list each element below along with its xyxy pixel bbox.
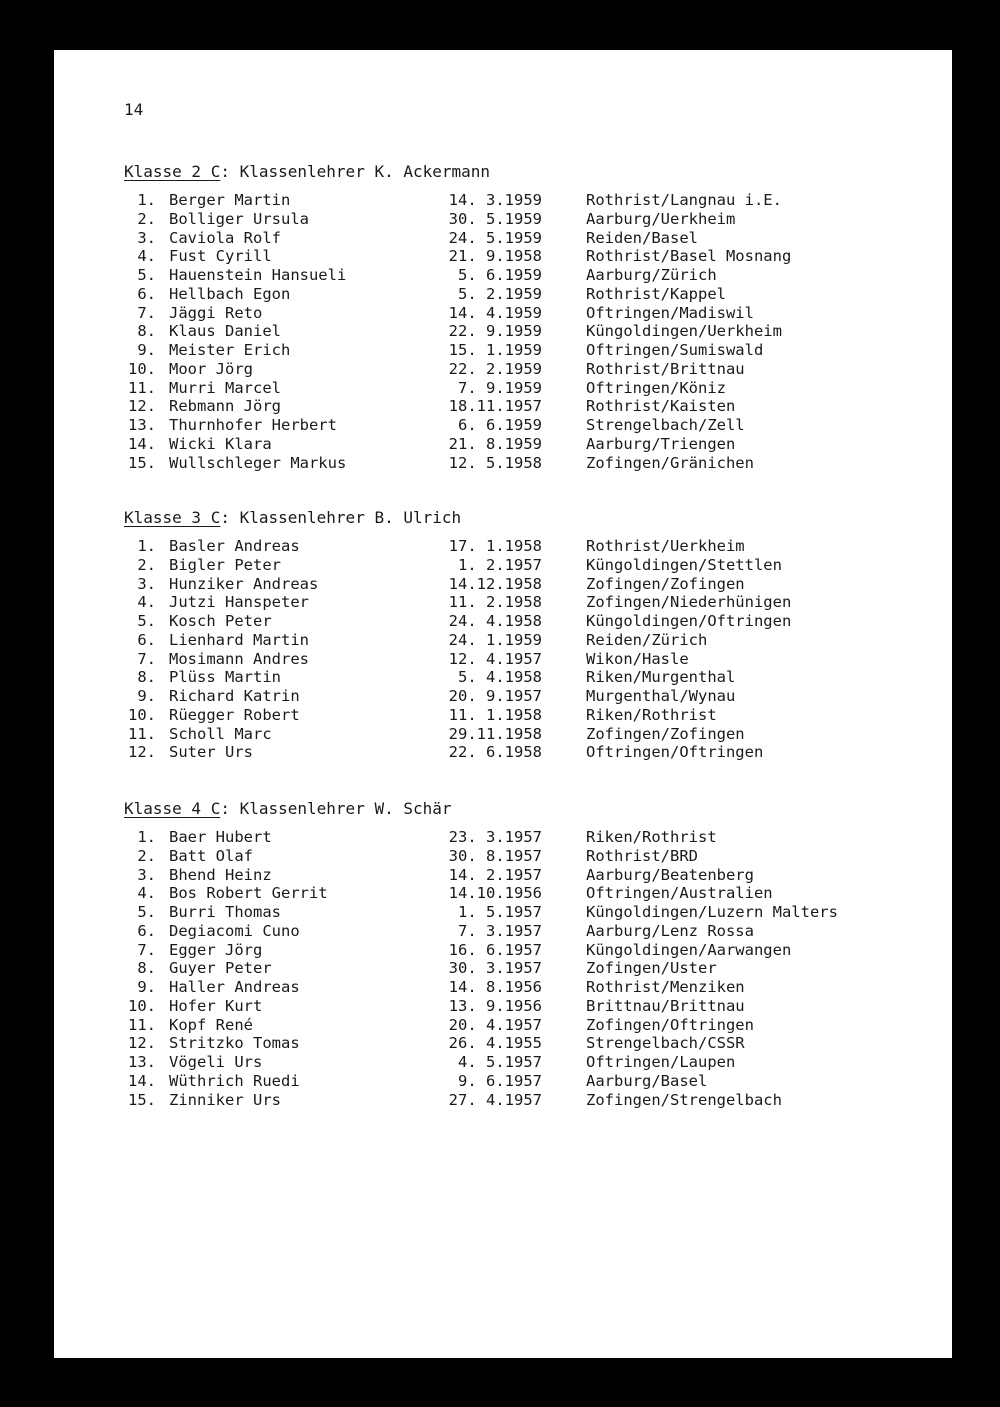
heading-separator: : (220, 162, 240, 181)
student-place: Riken/Murgenthal (586, 668, 736, 687)
student-name: Lienhard Martin (169, 630, 309, 649)
student-place: Riken/Rothrist (586, 705, 717, 724)
class-name: Klasse 2 C (124, 162, 221, 181)
birth-date: 24. 5.1959 (448, 228, 542, 247)
student-number: 3. (137, 574, 156, 593)
birth-date: 7. 3.1957 (458, 921, 542, 940)
student-number: 10. (128, 705, 156, 724)
student-name: Plüss Martin (169, 668, 281, 687)
student-row (124, 322, 924, 341)
student-place: Rothrist/Langnau i.E. (586, 191, 782, 209)
student-number: 3. (137, 865, 156, 884)
student-number: 6. (137, 284, 156, 303)
student-row (124, 229, 924, 248)
student-row (124, 997, 924, 1016)
student-place: Rothrist/Kappel (586, 284, 726, 303)
class-teacher: Klassenlehrer K. Ackermann (239, 162, 491, 181)
student-place: Küngoldingen/Stettlen (586, 555, 782, 574)
student-number: 9. (137, 687, 156, 705)
student-place: Zofingen/Niederhünigen (586, 593, 792, 612)
student-place: Küngoldingen/Oftringen (586, 612, 792, 630)
class-section (124, 798, 924, 1109)
student-row (124, 743, 924, 762)
student-place: Rothrist/Kaisten (586, 397, 736, 416)
student-place: Oftringen/Madiswil (586, 303, 754, 322)
student-number: 12. (128, 1034, 156, 1053)
student-name: Caviola Rolf (169, 228, 281, 247)
student-row (124, 1091, 924, 1110)
student-row (124, 304, 924, 323)
student-name: Wüthrich Ruedi (169, 1071, 300, 1090)
student-number: 13. (128, 1053, 156, 1071)
student-number: 1. (137, 191, 156, 209)
student-name: Jäggi Reto (169, 303, 263, 322)
student-name: Wullschleger Markus (169, 453, 347, 472)
page-number: 14 (124, 100, 144, 119)
student-name: Stritzko Tomas (169, 1034, 300, 1053)
student-row (124, 416, 924, 435)
birth-date: 14. 4.1959 (448, 303, 542, 322)
student-name: Degiacomi Cuno (169, 921, 300, 940)
student-row (124, 884, 924, 903)
birth-date: 14. 2.1957 (448, 865, 542, 884)
student-name: Wicki Klara (169, 434, 272, 453)
student-place: Zofingen/Zofingen (586, 724, 745, 743)
birth-date: 22. 2.1959 (448, 359, 542, 378)
student-name: Bhend Heinz (169, 865, 272, 884)
student-number: 4. (137, 593, 156, 612)
student-name: Kosch Peter (169, 612, 272, 630)
student-number: 3. (137, 228, 156, 247)
class-section (124, 507, 924, 762)
birth-date: 5. 6.1959 (458, 266, 542, 284)
student-place: Rothrist/Basel Mosnang (586, 247, 792, 266)
student-place: Küngoldingen/Luzern Malters (586, 903, 838, 921)
student-row (124, 725, 924, 744)
student-name: Berger Martin (169, 191, 291, 209)
student-place: Aarburg/Beatenberg (586, 865, 754, 884)
birth-date: 11. 2.1958 (448, 593, 542, 612)
class-teacher: Klassenlehrer W. Schär (239, 799, 452, 818)
student-place: Aarburg/Triengen (586, 434, 736, 453)
student-place: Oftringen/Köniz (586, 378, 726, 397)
student-name: Basler Andreas (169, 537, 300, 555)
birth-date: 1. 2.1957 (458, 555, 542, 574)
student-name: Mosimann Andres (169, 649, 309, 668)
student-row (124, 1034, 924, 1053)
student-place: Strengelbach/Zell (586, 416, 745, 434)
student-row (124, 922, 924, 941)
student-row (124, 1072, 924, 1091)
birth-date: 14.10.1956 (448, 884, 542, 903)
student-row (124, 612, 924, 631)
birth-date: 27. 4.1957 (448, 1090, 542, 1109)
student-number: 11. (128, 378, 156, 397)
student-row (124, 978, 924, 997)
class-teacher: Klassenlehrer B. Ulrich (239, 508, 462, 527)
birth-date: 7. 9.1959 (458, 378, 542, 397)
student-name: Scholl Marc (169, 724, 272, 743)
birth-date: 17. 1.1958 (448, 537, 542, 555)
student-row (124, 1053, 924, 1072)
student-place: Oftringen/Laupen (586, 1053, 736, 1071)
student-name: Bigler Peter (169, 555, 281, 574)
student-number: 6. (137, 921, 156, 940)
student-number: 2. (137, 555, 156, 574)
student-name: Moor Jörg (169, 359, 253, 378)
student-place: Reiden/Basel (586, 228, 698, 247)
student-row (124, 941, 924, 960)
birth-date: 12. 5.1958 (448, 453, 542, 472)
student-number: 2. (137, 209, 156, 228)
student-row (124, 903, 924, 922)
class-heading (124, 798, 924, 820)
student-number: 9. (137, 978, 156, 996)
student-number: 8. (137, 668, 156, 687)
student-number: 5. (137, 612, 156, 630)
student-number: 5. (137, 266, 156, 284)
student-number: 7. (137, 303, 156, 322)
birth-date: 30. 8.1957 (448, 846, 542, 865)
student-place: Rothrist/Menziken (586, 978, 745, 996)
student-place: Riken/Rothrist (586, 828, 717, 846)
student-name: Bolliger Ursula (169, 209, 309, 228)
student-place: Küngoldingen/Aarwangen (586, 940, 792, 959)
student-number: 8. (137, 959, 156, 978)
student-number: 15. (128, 1090, 156, 1109)
student-place: Aarburg/Basel (586, 1071, 708, 1090)
student-number: 14. (128, 434, 156, 453)
student-number: 7. (137, 940, 156, 959)
student-name: Egger Jörg (169, 940, 263, 959)
student-place: Rothrist/Brittnau (586, 359, 745, 378)
student-row (124, 959, 924, 978)
student-name: Fust Cyrill (169, 247, 272, 266)
birth-date: 23. 3.1957 (448, 828, 542, 846)
student-name: Rüegger Robert (169, 705, 300, 724)
student-row (124, 210, 924, 229)
student-row (124, 341, 924, 360)
student-row (124, 1016, 924, 1035)
birth-date: 4. 5.1957 (458, 1053, 542, 1071)
student-place: Zofingen/Oftringen (586, 1015, 754, 1034)
student-row (124, 687, 924, 706)
student-row (124, 537, 924, 556)
student-name: Haller Andreas (169, 978, 300, 996)
birth-date: 14. 8.1956 (448, 978, 542, 996)
student-name: Meister Erich (169, 341, 291, 359)
birth-date: 6. 6.1959 (458, 416, 542, 434)
student-row (124, 866, 924, 885)
student-row (124, 575, 924, 594)
student-number: 13. (128, 416, 156, 434)
birth-date: 5. 2.1959 (458, 284, 542, 303)
birth-date: 14. 3.1959 (448, 191, 542, 209)
student-name: Hofer Kurt (169, 996, 263, 1015)
student-place: Zofingen/Gränichen (586, 453, 754, 472)
student-name: Hauenstein Hansueli (169, 266, 347, 284)
student-name: Burri Thomas (169, 903, 281, 921)
student-name: Thurnhofer Herbert (169, 416, 337, 434)
student-name: Rebmann Jörg (169, 397, 281, 416)
student-name: Bos Robert Gerrit (169, 884, 328, 903)
student-place: Zofingen/Uster (586, 959, 717, 978)
student-name: Guyer Peter (169, 959, 272, 978)
heading-separator: : (220, 508, 240, 527)
student-row (124, 556, 924, 575)
student-number: 1. (137, 537, 156, 555)
birth-date: 13. 9.1956 (448, 996, 542, 1015)
student-number: 12. (128, 397, 156, 416)
birth-date: 15. 1.1959 (448, 341, 542, 359)
student-number: 7. (137, 649, 156, 668)
student-name: Batt Olaf (169, 846, 253, 865)
student-number: 12. (128, 743, 156, 762)
student-place: Aarburg/Zürich (586, 266, 717, 284)
class-heading (124, 161, 924, 183)
birth-date: 11. 1.1958 (448, 705, 542, 724)
class-heading (124, 507, 924, 529)
student-place: Aarburg/Uerkheim (586, 209, 736, 228)
birth-date: 30. 5.1959 (448, 209, 542, 228)
student-row (124, 247, 924, 266)
student-place: Oftringen/Sumiswald (586, 341, 764, 359)
student-place: Rothrist/BRD (586, 846, 698, 865)
birth-date: 24. 1.1959 (448, 630, 542, 649)
student-row (124, 454, 924, 473)
student-row (124, 668, 924, 687)
student-number: 9. (137, 341, 156, 359)
student-number: 5. (137, 903, 156, 921)
student-place: Strengelbach/CSSR (586, 1034, 745, 1053)
student-name: Vögeli Urs (169, 1053, 263, 1071)
birth-date: 22. 9.1959 (448, 322, 542, 341)
student-number: 4. (137, 884, 156, 903)
student-name: Murri Marcel (169, 378, 281, 397)
student-place: Oftringen/Australien (586, 884, 773, 903)
student-name: Klaus Daniel (169, 322, 281, 341)
birth-date: 26. 4.1955 (448, 1034, 542, 1053)
birth-date: 22. 6.1958 (448, 743, 542, 762)
birth-date: 21. 9.1958 (448, 247, 542, 266)
birth-date: 9. 6.1957 (458, 1071, 542, 1090)
student-row (124, 593, 924, 612)
student-place: Oftringen/Oftringen (586, 743, 764, 762)
birth-date: 29.11.1958 (448, 724, 542, 743)
student-name: Hunziker Andreas (169, 574, 319, 593)
student-name: Suter Urs (169, 743, 253, 762)
student-number: 14. (128, 1071, 156, 1090)
student-name: Hellbach Egon (169, 284, 291, 303)
student-row (124, 435, 924, 454)
birth-date: 14.12.1958 (448, 574, 542, 593)
student-name: Kopf René (169, 1015, 253, 1034)
student-name: Jutzi Hanspeter (169, 593, 309, 612)
student-place: Brittnau/Brittnau (586, 996, 745, 1015)
student-row (124, 631, 924, 650)
student-name: Richard Katrin (169, 687, 300, 705)
student-place: Aarburg/Lenz Rossa (586, 921, 754, 940)
student-row (124, 285, 924, 304)
student-row (124, 847, 924, 866)
student-number: 1. (137, 828, 156, 846)
birth-date: 24. 4.1958 (448, 612, 542, 630)
student-name: Zinniker Urs (169, 1090, 281, 1109)
student-place: Reiden/Zürich (586, 630, 708, 649)
class-name: Klasse 3 C (124, 508, 221, 527)
document-page (54, 50, 952, 1358)
birth-date: 20. 4.1957 (448, 1015, 542, 1034)
student-number: 6. (137, 630, 156, 649)
birth-date: 12. 4.1957 (448, 649, 542, 668)
student-place: Rothrist/Uerkheim (586, 537, 745, 555)
student-row (124, 379, 924, 398)
student-number: 10. (128, 996, 156, 1015)
birth-date: 20. 9.1957 (448, 687, 542, 705)
student-number: 8. (137, 322, 156, 341)
birth-date: 30. 3.1957 (448, 959, 542, 978)
birth-date: 1. 5.1957 (458, 903, 542, 921)
student-row (124, 397, 924, 416)
student-number: 15. (128, 453, 156, 472)
student-row (124, 706, 924, 725)
student-number: 11. (128, 724, 156, 743)
student-row (124, 266, 924, 285)
student-row (124, 828, 924, 847)
student-row (124, 650, 924, 669)
class-name: Klasse 4 C (124, 799, 221, 818)
birth-date: 5. 4.1958 (458, 668, 542, 687)
birth-date: 21. 8.1959 (448, 434, 542, 453)
student-number: 4. (137, 247, 156, 266)
student-name: Baer Hubert (169, 828, 272, 846)
student-place: Zofingen/Zofingen (586, 574, 745, 593)
student-number: 11. (128, 1015, 156, 1034)
student-number: 2. (137, 846, 156, 865)
student-place: Wikon/Hasle (586, 649, 689, 668)
student-row (124, 191, 924, 210)
student-place: Murgenthal/Wynau (586, 687, 736, 705)
student-place: Küngoldingen/Uerkheim (586, 322, 782, 341)
heading-separator: : (220, 799, 240, 818)
birth-date: 18.11.1957 (448, 397, 542, 416)
class-section (124, 161, 924, 472)
birth-date: 16. 6.1957 (448, 940, 542, 959)
student-number: 10. (128, 359, 156, 378)
student-place: Zofingen/Strengelbach (586, 1090, 782, 1109)
student-row (124, 360, 924, 379)
